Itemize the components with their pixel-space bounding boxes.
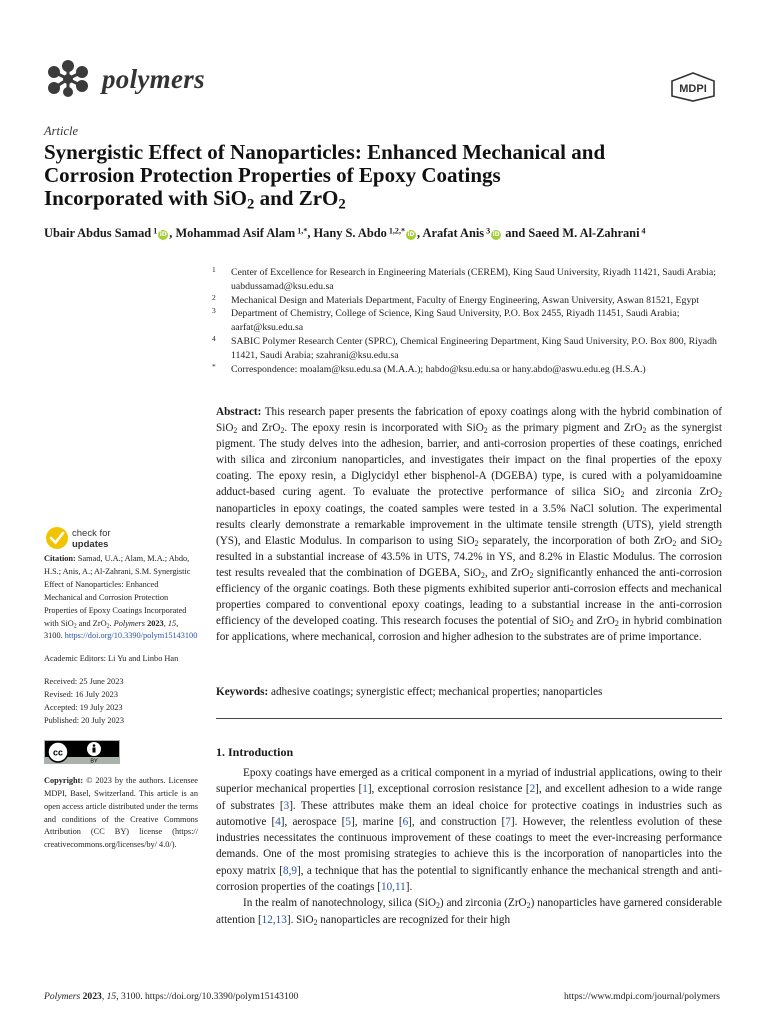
reference-link[interactable]: 2 — [529, 783, 536, 796]
check-for-updates-badge[interactable] — [44, 524, 164, 554]
introduction-body — [216, 765, 722, 928]
title-line-1: Synergistic Effect of Nanoparticles: Enhanced Mechanical and — [44, 140, 606, 164]
affiliation-item: 3 Department of Chemistry, College of Science, King Saud University, P.O. Box 2455, Riyadh 11451, Saudi Arabia; aarfat@ksu.edu.sa — [212, 306, 680, 334]
section-heading-introduction: 1. Introduction — [216, 745, 294, 759]
citation: Citation: Samad, U.A.; Alam, M.A.; Abdo, H.S.; Anis, A.; Al-Zahrani, S.M. Synergistic Effect of Nanoparticles: Enhanced Mechanical and Corrosion Protection Properties of Epoxy Coatings Incorporated with SiO$_2$ and ZrO$_2$. Polymers 2023, 15, 3100. https://doi.org/10.3390/polym15143100 — [44, 554, 198, 641]
citation-doi-link[interactable]: https://doi.org/10.3390/polym15143100 — [64, 631, 198, 641]
paper-title — [44, 140, 734, 213]
affiliation-item: 2 Mechanical Design and Materials Department, Faculty of Energy Engineering, Aswan University, Aswan 81521, Egypt — [212, 292, 699, 306]
reference-link[interactable]: 8,9 — [282, 864, 297, 877]
reference-link[interactable]: 7 — [505, 815, 511, 828]
footer-citation: Polymers 2023, 15, 3100. https://doi.org/10.3390/polym15143100 — [44, 991, 299, 1002]
reference-link[interactable]: 4 — [275, 815, 281, 828]
cc-by-license-icon[interactable] — [44, 740, 120, 764]
affiliation-item: 1 Center of Excellence for Research in Engineering Materials (CEREM), King Saud University, Riyadh 11421, Saudi Arabia; uabdussamad@ksu.edu.sa — [212, 265, 716, 292]
reference-link[interactable]: 6 — [402, 815, 409, 828]
title-line-3: Incorporated with SiO$_2$ and ZrO$_2$ — [44, 186, 346, 213]
affiliations — [212, 266, 732, 376]
orcid-icon[interactable]: iD — [492, 231, 500, 238]
copyright-notice: Copyright: © 2023 by the authors. Licensee MDPI, Basel, Switzerland. This article is an open access article distributed under the terms and conditions of the Creative Commons Attribution (CC BY) license (https:// creativecommons.org/licenses/by/ 4.0/). — [44, 775, 198, 850]
polymers-logo-icon — [44, 58, 96, 98]
affiliation-item: 4 SABIC Polymer Research Center (SPRC), Chemical Engineering Department, King Saud University, P.O. Box 800, Riyadh 11421, Saudi Arabia; szahrani@ksu.edu.sa — [212, 333, 717, 361]
reference-link[interactable]: 3 — [283, 799, 290, 812]
affiliation-item: * Correspondence: moalam@ksu.edu.sa (M.A.A.); habdo@ksu.edu.sa or hany.abdo@aswu.edu.eg (H.S.A.) — [212, 361, 646, 375]
check-updates-icon — [46, 527, 68, 549]
author-name: Ubair Abdus Samad — [44, 226, 152, 240]
author-list: Ubair Abdus Samad $^1$ iD , Mohammad Asif Alam $^{1,*}$, Hany S. Abdo $^{1,2,*}$ iD , Arafat Anis $^3$ iD and Saeed M. Al-Zahrani $^4$ — [44, 226, 646, 240]
orcid-icon[interactable]: iD — [159, 231, 167, 238]
published-date: Published: 20 July 2023 — [44, 715, 124, 725]
svg-text:cc: cc — [52, 747, 64, 758]
title-line-2: Corrosion Protection Properties of Epoxy Coatings — [44, 163, 501, 187]
svg-text:updates: updates — [72, 539, 109, 550]
author-name: Hany S. Abdo — [313, 226, 387, 240]
section-divider — [216, 718, 722, 719]
article-info-sidebar — [44, 553, 198, 862]
journal-name: polymers — [102, 64, 205, 94]
publisher-name: MDPI — [679, 83, 707, 95]
reference-link[interactable]: 10,11 — [380, 881, 406, 894]
revised-date: Revised: 16 July 2023 — [44, 690, 118, 700]
reference-link[interactable]: 1 — [362, 783, 368, 796]
author-name: Saeed M. Al-Zahrani — [528, 226, 640, 240]
keywords: Keywords: adhesive coatings; synergistic effect; mechanical properties; nanoparticles — [216, 686, 603, 698]
svg-text:BY: BY — [90, 758, 98, 764]
svg-text:check for: check for — [72, 528, 111, 539]
intro-paragraph-1: Epoxy coatings have emerged as a critical component in a myriad of industrial applications, owing to their superior mechanical properties [1], exceptional corrosion resistance [2], and excellent adhesion to a wide range of substrates [3]. These attributes make them an ideal choice for protective coatings in industries such as automotive [4], aerospace [5], marine [6], and construction [7]. However, the relentless evolution of these industries necessitates the continuous improvement of these coatings to meet the ever-increasing performance demands. One of the most promising strategies to achieve this is the incorporation of nanoparticles into the epoxy matrix [8,9], a technique that has the potential to significantly enhance the mechanical strength and anti-corrosion properties of the coatings [10,11]. — [216, 767, 723, 894]
author-name: Mohammad Asif Alam — [175, 226, 296, 240]
mdpi-logo-icon — [670, 72, 716, 102]
accepted-date: Accepted: 19 July 2023 — [44, 703, 123, 713]
orcid-icon[interactable]: iD — [407, 231, 415, 238]
abstract: Abstract: This research paper presents the fabrication of epoxy coatings along with the hybrid combination of SiO$_2$ and ZrO$_2$. The epoxy resin is incorporated with SiO$_2$ as the primary pigment and ZrO$_2$ as the synergist pigment. The study delves into the adhesion, barrier, and anti-corrosion properties of these coatings, enriched with silica and zirconium nanoparticles, and investigates their impact on the final properties of the epoxy coating. The epoxy resin, a Diglycidyl ether bisphenol-A (DGEBA) type, is cured with a polyamidoamine adduct-based curing agent. To evaluate the protective performance of silica SiO$_2$ and zirconia ZrO$_2$ nanoparticles in epoxy coatings, the coated samples were tested in a 3.5% NaCl solution. The experimental results clearly demonstrate a remarkable improvement in the ultimate tensile strength (UTS), yield strength (YS), and Elastic Modulus. In comparison to using SiO$_2$ separately, the incorporation of both ZrO$_2$ and SiO$_2$ resulted in a substantial increase of 43.5% in UTS, 74.2% in YS, and 8.2% in Elastic Modulus. The corrosion test results revealed that the combination of DGEBA, SiO$_2$, and ZrO$_2$ significantly enhanced the anti-corrosion efficiency of the organic coatings. Both these pigments exhibited superior anti-corrosion effects and mechanical properties compared to conventional epoxy coatings, leading to a substantial increase in the anti-corrosion efficiency of the developed coating. This research focuses the potential of SiO$_2$ and ZrO$_2$ in hybrid combination for applications, where mechanical, corrosion and higher adhesion to the substrates are of prime importance. — [216, 406, 723, 644]
reference-link[interactable]: 5 — [345, 815, 351, 828]
reference-link[interactable]: 12,13 — [261, 913, 287, 926]
article-type-label: Article — [44, 124, 79, 138]
footer-journal-url[interactable]: https://www.mdpi.com/journal/polymers — [563, 991, 720, 1002]
academic-editors: Academic Editors: Li Yu and Linbo Han — [44, 654, 179, 664]
intro-paragraph-2: In the realm of nanotechnology, silica (SiO$_2$) and zirconia (ZrO$_2$) nanoparticles have garnered considerable attention [12,13]. SiO$_2$ nanoparticles are recognized for their high — [216, 897, 722, 927]
author-name: Arafat Anis — [422, 226, 485, 240]
received-date: Received: 25 June 2023 — [44, 677, 124, 687]
